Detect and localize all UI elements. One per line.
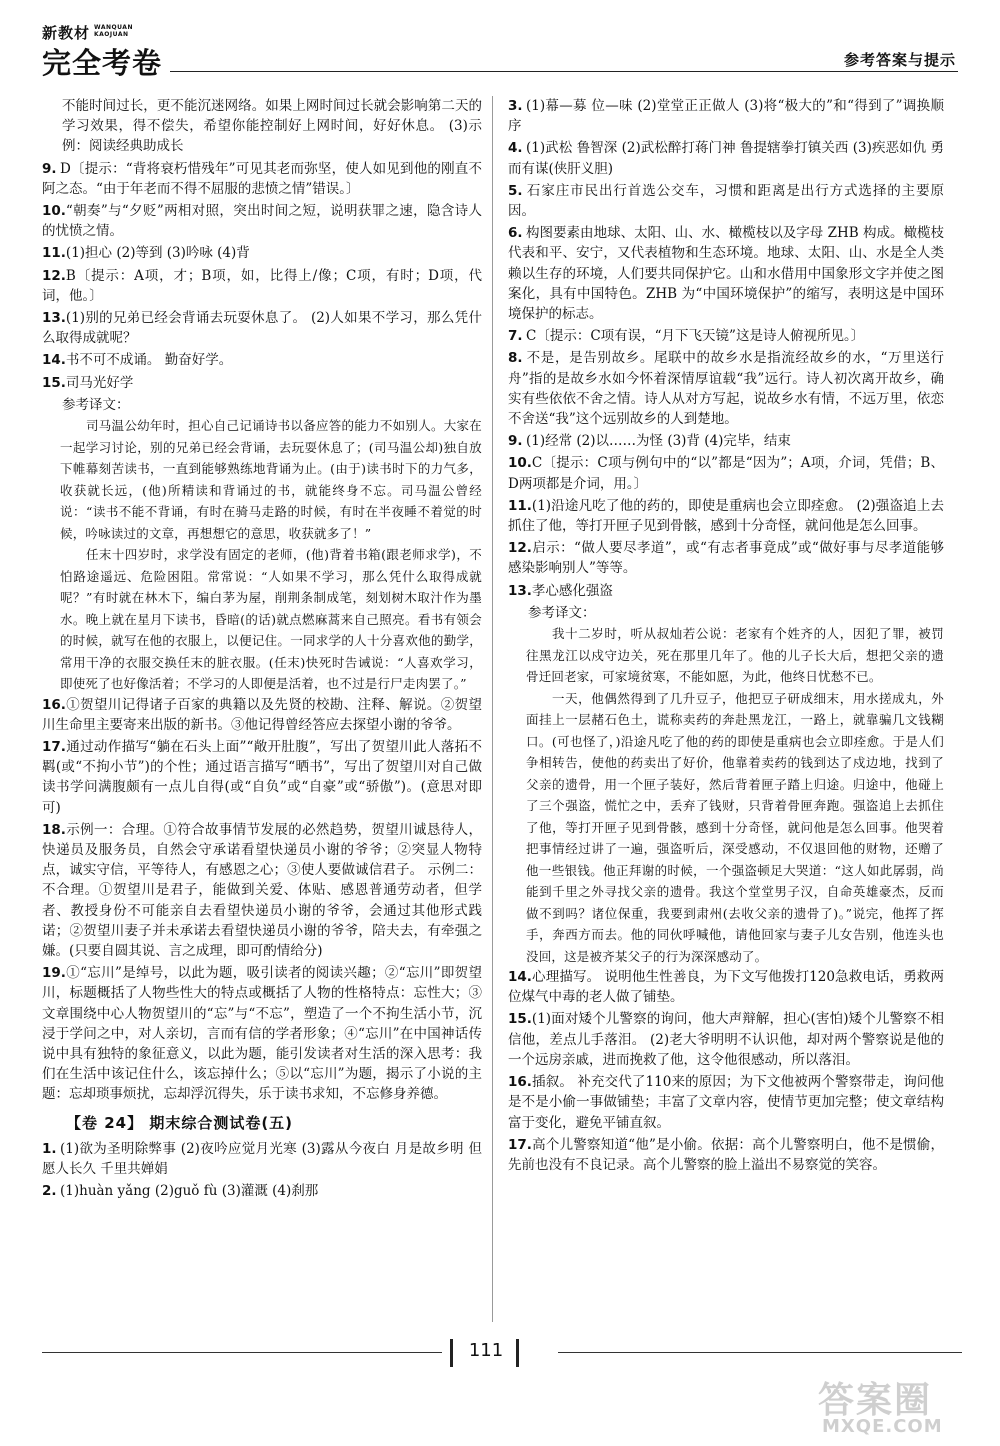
answer-text: 示例一：合理。①符合故事情节发展的必然趋势，贺望川诚恳待人，快递员及服务员，自然会守承诺看望快递员小谢的爷爷；②突显人物特点，诚实守信，平等待人，有感恩之心；③使人要做诚信君子。 示例二：不合理。①贺望川是君子，能做到关爱、体贴、感恩普通劳动者，但学者、教授身份不可能亲自去看望快递员小谢的爷爷，会通过其他形式践诺；②贺望川妻子并未承诺去看望快递员小谢的爷爷，陪夫去，有牵强之嫌。(只要自圆其说、言之成理，即可酌情给分) bbox=[42, 821, 482, 959]
answer-item bbox=[508, 967, 944, 1007]
section-title: 【卷 24】 期末综合测试卷(五) bbox=[66, 1113, 294, 1132]
answer-number: 16. bbox=[508, 1074, 532, 1091]
answer-number: 13. bbox=[42, 310, 66, 327]
answer-number: 11. bbox=[508, 497, 532, 514]
answer-text: (1)面对矮个儿警察的询问，他大声辩解，担心(害怕)矮个儿警察不相信他，差点儿手落泪。 (2)老大爷明明不认识他，却对两个警察说是他的一个远房亲戚，进而挽救了他，这令他很感动，所以落泪。 bbox=[508, 1011, 944, 1068]
answer-text: 书不可不成诵。 勤奋好学。 bbox=[65, 352, 233, 369]
answer-item bbox=[42, 1181, 482, 1201]
answer-text: 心理描写。 说明他生性善良，为下文写他拨打120急救电话，勇救两位煤气中毒的老人做了铺垫。 bbox=[508, 969, 944, 1006]
answer-number: 1. bbox=[42, 1140, 57, 1157]
translation-paragraph: 任末十四岁时，求学没有固定的老师，(他)背着书箱(跟老师求学)，不怕路途遥远、危险困阻。常常说：“人如果不学习，那么凭什么取得成就呢？”有时就在林木下，编白茅为屋，削荆条制成笔，刻划树木取汁作为墨水。晚上就在星月下读书，昏暗(的话)就点燃麻蒿来自己照亮。看书有领会的时候，就写在他的衣服上，以便记住。一同求学的人十分喜欢他的勤学，常用干净的衣服交换任末的脏衣服。(任末)快死时告诫说：“人喜欢学习，即使死了也好像活着；不学习的人即便是活着，也不过是行尸走肉罢了。” bbox=[60, 547, 482, 692]
answer-number: 16. bbox=[42, 696, 66, 713]
answer-number: 7. bbox=[508, 328, 523, 345]
answer-text: B〔提示：A项，才；B项，如，比得上/像；C项，有时；D项，代词，他。〕 bbox=[42, 267, 482, 304]
brand-logo-title: 完全考卷 bbox=[42, 46, 163, 80]
answer-item bbox=[508, 1009, 944, 1070]
header-divider bbox=[170, 71, 958, 72]
watermark-main-text: 答案圈 bbox=[818, 1380, 933, 1421]
answer-item bbox=[508, 348, 944, 429]
answer-number: 15. bbox=[508, 1011, 532, 1028]
answer-item bbox=[508, 538, 944, 578]
answer-number: 9. bbox=[42, 160, 57, 177]
answer-item bbox=[508, 223, 944, 324]
answer-text: C〔提示：C项有误，“月下飞天镜”这是诗人俯视所见。〕 bbox=[526, 328, 865, 345]
page-number: 111 bbox=[468, 1340, 504, 1361]
answer-number: 8. bbox=[508, 350, 523, 367]
answer-number: 17. bbox=[42, 738, 66, 755]
answer-text: 构图要素由地球、太阳、山、水、橄榄枝以及字母 ZHB 构成。橄榄枝代表和平、安宁，又代表植物和生态环境。地球、太阳、山、水是全人类赖以生存的环境，人们要共同保护它。山和水借用中国象形文字并使之图案化，具有中国特色。ZHB 为“中国环境保护”的缩写，表明这是中国环境保护的标志。 bbox=[508, 225, 944, 323]
answer-item bbox=[508, 1135, 944, 1175]
answer-text: 不是，是告别故乡。尾联中的故乡水是指流经故乡的水，“万里送行舟”指的是故乡水如今怀着深情厚谊载“我”远行。诗人初次离开故乡，确实有些依依不舍之情。诗人从对方写起，说故乡水有情，不远万里，依恋不舍送“我”这个远别故乡的人到楚地。 bbox=[508, 350, 944, 428]
answer-number: 14. bbox=[42, 352, 66, 369]
translation-paragraph: 司马温公幼年时，担心自己记诵诗书以备应答的能力不如别人。大家在一起学习讨论，别的兄弟已经会背诵，去玩耍休息了；(司马温公却)独自放下帷幕刻苦读书，一直到能够熟练地背诵为止。(由于)读书时下的力气多，收获就长远，(他)所精读和背诵过的书，就能终身不忘。司马温公曾经说：“读书不能不背诵，有时在骑马走路的时候，有时在半夜睡不着觉的时候，吟咏读过的文章，再想想它的意思，收获就多了！” bbox=[60, 418, 482, 541]
answer-list-left-top bbox=[42, 96, 482, 393]
answer-number: 15. bbox=[42, 374, 66, 391]
answer-text: 石家庄市民出行首选公交车，习惯和距离是出行方式选择的主要原因。 bbox=[508, 182, 944, 220]
answer-number: 2. bbox=[42, 1183, 57, 1200]
right-column bbox=[508, 96, 944, 1177]
answer-item bbox=[508, 431, 944, 451]
answer-list-right-bottom bbox=[508, 967, 944, 1175]
answer-item bbox=[508, 581, 944, 601]
answer-item bbox=[42, 737, 482, 818]
answer-text: (1)沿途凡吃了他的药的，即使是重病也会立即痊愈。 (2)强盗追上去抓住了他，等打开匣子见到骨骸，感到十分奇怪，就问他是怎么回事。 bbox=[508, 497, 944, 535]
answer-number: 6. bbox=[508, 225, 523, 242]
answer-number: 11. bbox=[42, 245, 66, 262]
answer-list-right-top bbox=[508, 96, 944, 601]
answer-text: (1)经常 (2)以……为怪 (3)背 (4)完毕，结束 bbox=[526, 433, 791, 450]
answer-text: (1)幕—募 位—味 (2)堂堂正正做人 (3)将“极大的”和“得到了”调换顺序 bbox=[508, 98, 944, 135]
answer-text: 启示：“做人要尽孝道”，或“有志者事竟成”或“做好事与尽孝道能够感染影响别人”等等。 bbox=[508, 540, 944, 577]
answer-number: 14. bbox=[508, 969, 532, 986]
answer-number: 5. bbox=[508, 182, 523, 199]
answer-text: 插叙。 补充交代了110来的原因；为下文他被两个警察带走，询问他是不是小偷一事做铺垫；丰富了文章内容，使情节更加完整；使文章结构富于变化，避免平铺直叙。 bbox=[508, 1074, 944, 1131]
column-divider bbox=[492, 96, 493, 1322]
answer-number: 19. bbox=[42, 965, 66, 982]
answer-text: C〔提示：C项与例句中的“以”都是“因为”；A项，介词，凭借；B、D两项都是介词，用。〕 bbox=[508, 455, 944, 492]
watermark-logo bbox=[818, 1372, 978, 1440]
translation-label: 参考译文： bbox=[62, 396, 130, 413]
answer-list-left-middle bbox=[42, 695, 482, 1105]
page-header bbox=[42, 22, 962, 82]
answer-item bbox=[42, 159, 482, 199]
answer-text: (1)别的兄弟已经会背诵去玩耍休息了。 (2)人如果不学习，那么凭什么取得成就呢？ bbox=[42, 310, 482, 347]
answer-item bbox=[42, 96, 482, 157]
footer-rule-left bbox=[42, 1352, 442, 1353]
answer-text: ①“忘川”是绰号，以此为题，吸引读者的阅读兴趣；②“忘川”即贺望川，标题概括了人物些性大的特点或概括了人物的性格特点：忘性大；③文章围绕中心人物贺望川的“忘”与“不忘”，塑造了一个不拘生活小节，沉浸于学问之中，对人亲切，言而有信的学者形象；④“忘川”在中国神话传说中具有独特的象征意义，以此为题，能引发读者对生活的深入思考：我们在生活中该记住什么，该忘掉什么；⑤以“忘川”为题，揭示了小说的主题：忘却琐事烦扰，忘却浮沉得失，乐于读书求知，不忘修身养德。 bbox=[42, 965, 482, 1103]
answer-item bbox=[508, 453, 944, 493]
answer-number: 10. bbox=[508, 455, 532, 472]
answer-item bbox=[42, 820, 482, 961]
answer-item bbox=[42, 1139, 482, 1179]
answer-text: ①贺望川记得诸子百家的典籍以及先贤的校勘、注释、解说。②贺望川生命里主要寄来出版的新书。③他记得曾经答应去探望小谢的爷爷。 bbox=[42, 696, 482, 733]
answer-item bbox=[42, 350, 482, 370]
answer-text: 不能时间过长，更不能沉迷网络。如果上网时间过长就会影响第二天的学习效果，得不偿失，希望你能控制好上网时间，好好休息。 (3)示例：阅读经典助成长 bbox=[62, 98, 482, 155]
answer-item bbox=[508, 181, 944, 221]
watermark-sub-text: MXQE.COM bbox=[822, 1416, 943, 1437]
answer-text: 高个儿警察知道“他”是小偷。依据：高个儿警察明白，他不是惯偷，先前也没有不良记录。高个儿警察的脸上溢出不易察觉的笑容。 bbox=[508, 1136, 944, 1173]
answer-item bbox=[508, 496, 944, 536]
answer-number: 3. bbox=[508, 98, 523, 114]
translation-text-right bbox=[508, 623, 944, 967]
brand-latin-label: WANQUAN KAOJUAN bbox=[94, 24, 133, 38]
answer-number: 13. bbox=[508, 582, 532, 599]
answer-text: 孝心感化强盗 bbox=[531, 582, 613, 599]
translation-paragraph: 一天，他偶然得到了几升豆子，他把豆子研成细末，用水搓成丸，外面挂上一层赭石色土，谎称卖药的奔赴黑龙江，一路上，就靠骗几文钱糊口。(可也怪了，)沿途凡吃了他的药的即使是重病也会立即痊愈。于是人们争相转告，使他的药卖出了好价，他靠着卖药的钱到达了戍边地，找到了父亲的遗骨，用一个匣子装好，然后背着匣子踏上归途。归途中，他碰上了三个强盗，慌忙之中，丢弃了钱财，只背着骨匣奔跑。强盗追上去抓住了他，等打开匣子见到骨骸，感到十分奇怪，就问他是怎么回事。他哭着把事情经过讲了一遍，强盗听后，深受感动，不仅退回他的财物，还赠了他一些银钱。他正拜谢的时候，一个强盗顿足大哭道：“这人如此孱弱，尚能到千里之外寻找父亲的遗骨。我这个堂堂男子汉，自命英雄豪杰，反而做不到吗？诸位保重，我要到肃州(去收父亲的遗骨了)。”说完，他挥了挥手，奔西方而去。他的同伙呼喊他，请他回家与妻子儿女告别，他连头也没回，这是被齐某父子的行为深深感动了。 bbox=[526, 690, 944, 964]
footer-bar-left bbox=[450, 1339, 453, 1367]
answer-number: 10. bbox=[42, 203, 66, 220]
answer-text: (1)担心 (2)等到 (3)吟咏 (4)背 bbox=[65, 245, 250, 262]
answer-number: 4. bbox=[508, 140, 523, 157]
answer-item bbox=[508, 96, 944, 136]
answer-number: 9. bbox=[508, 433, 523, 450]
answer-item bbox=[42, 373, 482, 393]
answer-item bbox=[508, 326, 944, 346]
answer-item bbox=[42, 695, 482, 735]
answer-number: 17. bbox=[508, 1136, 532, 1153]
answer-text: (1)欲为圣明除弊事 (2)夜吟应觉月光寒 (3)露从今夜白 月是故乡明 但愿人长久 千里共婵娟 bbox=[42, 1140, 482, 1178]
answer-text: 通过动作描写“躺在石头上面”“敞开肚腹”，写出了贺望川此人落拓不羁(或“不拘小节”)的个性；通过语言描写“晒书”，写出了贺望川对自己做读书学问满腹颇有一点儿自得(或“自负”或“自豪”或“骄傲”)。(意思对即可) bbox=[42, 738, 482, 816]
translation-text-left bbox=[42, 415, 482, 695]
answer-item bbox=[508, 138, 944, 178]
answer-text: (1)huàn yǎng (2)guǒ fù (3)灌溉 (4)刹那 bbox=[60, 1183, 319, 1200]
translation-paragraph: 我十二岁时，听从叔灿若公说：老家有个姓齐的人，因犯了罪，被罚往黑龙江以戍守边关，死在那里几年了。他的儿子长大后，想把父亲的遗骨迁回老家，可家境贫寒，不能如愿，为此，他终日忧愁不已。 bbox=[526, 626, 944, 685]
answer-number: 12. bbox=[508, 540, 532, 557]
footer-rule-right bbox=[558, 1352, 962, 1353]
answer-item bbox=[42, 201, 482, 241]
answer-item bbox=[42, 266, 482, 306]
brand-small-label: 新教材 bbox=[42, 24, 91, 42]
header-subtitle: 参考答案与提示 bbox=[843, 51, 956, 69]
answer-item bbox=[42, 963, 482, 1104]
answer-text: (1)武松 鲁智深 (2)武松醉打蒋门神 鲁提辖拳打镇关西 (3)疾恶如仇 勇而有谋(侠肝义胆) bbox=[508, 140, 944, 177]
answer-item bbox=[508, 1072, 944, 1133]
answer-text: “朝奏”与“夕贬”两相对照，突出时间之短，说明获罪之速，隐含诗人的忧愤之情。 bbox=[42, 203, 482, 240]
footer-bar-right bbox=[516, 1339, 519, 1367]
answer-number: 12. bbox=[42, 267, 66, 284]
page-footer bbox=[42, 1336, 962, 1376]
answer-item bbox=[42, 308, 482, 348]
answer-item bbox=[42, 243, 482, 263]
left-column bbox=[42, 96, 482, 1203]
translation-label: 参考译文： bbox=[528, 604, 596, 621]
answer-text: D〔提示：“背将衰朽惜残年”可见其老而弥坚，使人如见到他的刚直不阿之态。“由于年老而不得不屈服的悲愤之情”错误。〕 bbox=[42, 160, 482, 197]
answer-number: 18. bbox=[42, 821, 66, 838]
answer-text: 司马光好学 bbox=[65, 374, 134, 391]
answer-list-left-bottom bbox=[42, 1139, 482, 1202]
